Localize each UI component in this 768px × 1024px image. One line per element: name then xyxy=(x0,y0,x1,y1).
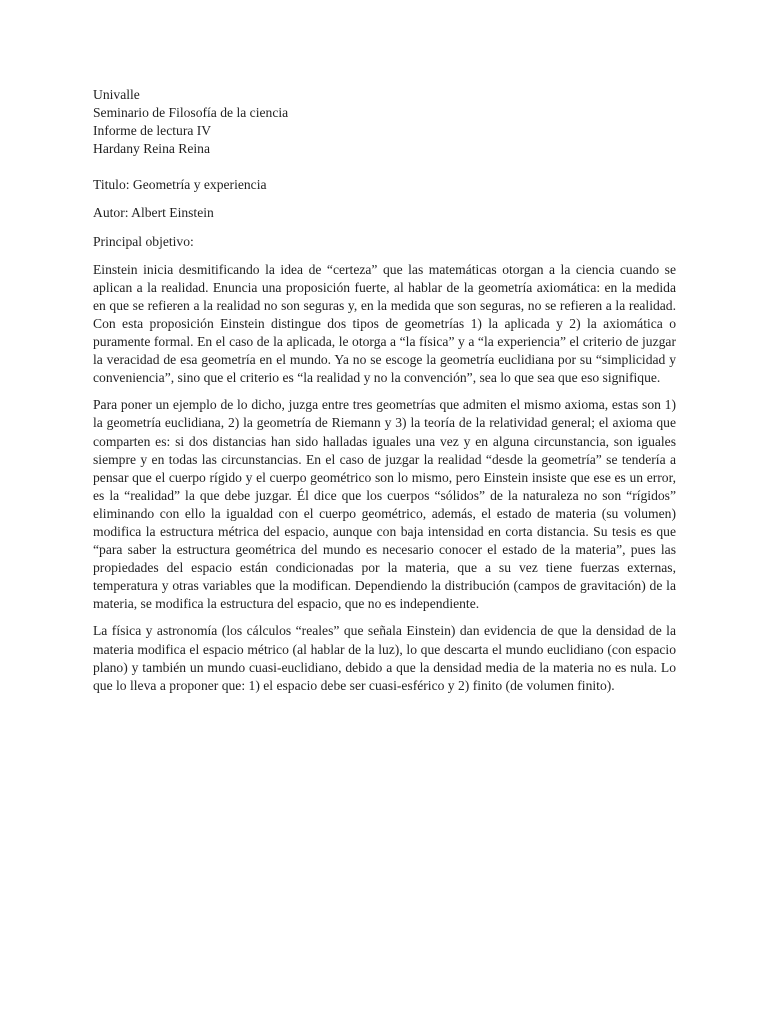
document-title: Titulo: Geometría y experiencia xyxy=(93,177,267,193)
document-header xyxy=(93,86,676,158)
objective-heading: Principal objetivo: xyxy=(93,233,194,249)
report-name: Informe de lectura IV xyxy=(93,123,212,139)
document-page xyxy=(93,86,676,704)
seminar-name: Seminario de Filosofía de la ciencia xyxy=(93,105,289,121)
body-paragraph-1: Einstein inicia desmitificando la idea de “certeza” que las matemáticas otorgan a la ciencia cuando se aplican a la realidad. Enuncia una proposición fuerte, al hablar de la geometría axiomática: en la medida en que se refieren a la realidad no son seguras y, en la medida que son seguras, no se refieren a la realidad. Con esta proposición Einstein distingue dos tipos de geometrías 1) la aplicada y 2) la axiomática o puramente formal. En el caso de la aplicada, le otorga a “la física” y a “la experiencia” el criterio de juzgar la veracidad de esa geometría en el mundo. Ya no se escoge la geometría euclidiana por su “simplicidad y conveniencia”, sino que el criterio es “la realidad y no la convención”, sea lo que sea que eso signifique. xyxy=(93,261,676,386)
body-paragraph-2: Para poner un ejemplo de lo dicho, juzga entre tres geometrías que admiten el mismo axioma, estas son 1) la geometría euclidiana, 2) la geometría de Riemann y 3) la teoría de la relatividad general; el axioma que comparten es: si dos distancias han sido halladas iguales una vez y en alguna circunstancia, son iguales siempre y en todas las circunstancias. En el caso de juzgar la realidad “desde la geometría” se tendería a pensar que el cuerpo rígido y el cuerpo geométrico son lo mismo, pero Einstein insiste que ese es un error, es la “realidad” la que debe juzgar. Él dice que los cuerpos “sólidos” de la naturaleza no son “rígidos” eliminando con ello la igualdad con el cuerpo geométrico, además, el estado de materia (su volumen) modifica la estructura métrica del espacio, aunque con baja intensidad en corta distancia. Su tesis es que “para saber la estructura geométrica del mundo es necesario conocer el estado de la materia”, pues las propiedades del espacio están condicionadas por la materia, que a su vez tiene fuerzas externas, temperatura y otras variables que la modifican. Dependiendo la distribución (campos de gravitación) de la materia, se modifica la estructura del espacio, que no es independiente. xyxy=(93,397,676,612)
body-paragraph-3: La física y astronomía (los cálculos “reales” que señala Einstein) dan evidencia de que la densidad de la materia modifica el espacio métrico (al hablar de la luz), lo que descarta el mundo euclidiano (con espacio plano) y también un mundo cuasi-euclidiano, debido a que la densidad media de la materia no es nula. Lo que lo lleva a proponer que: 1) el espacio debe ser cuasi-esférico y 2) finito (de volumen finito). xyxy=(93,623,676,693)
institution-name: Univalle xyxy=(93,87,140,102)
author-name: Hardany Reina Reina xyxy=(93,141,211,157)
document-author: Autor: Albert Einstein xyxy=(93,205,214,221)
